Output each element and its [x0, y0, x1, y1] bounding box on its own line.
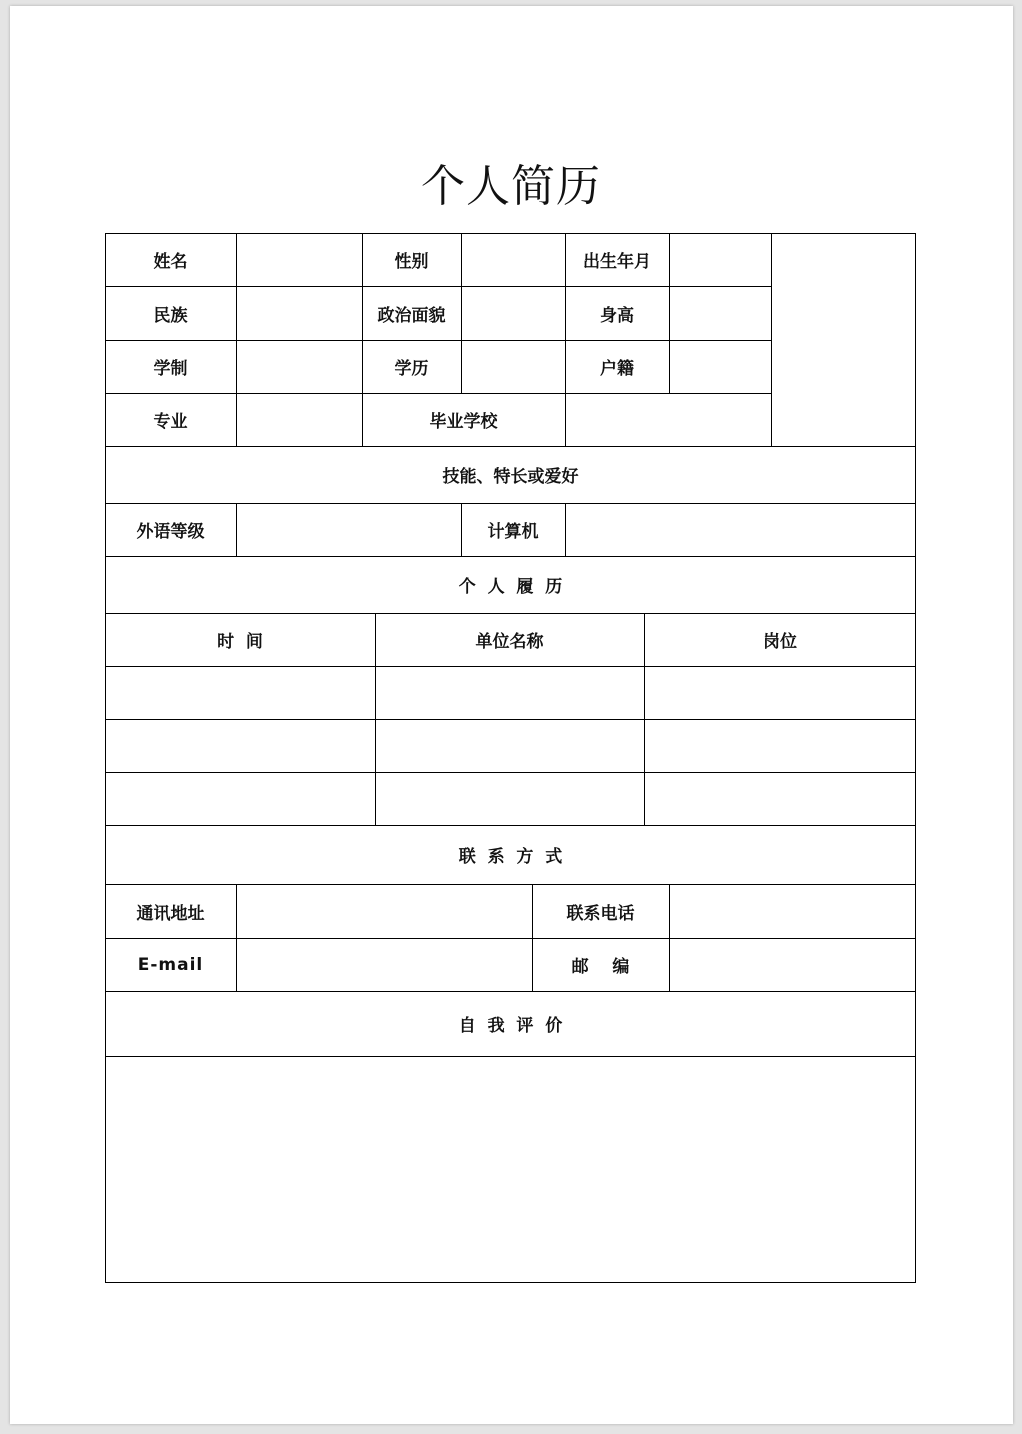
label-language: 外语等级 — [136, 522, 205, 542]
column-company: 单位名称 — [475, 632, 544, 652]
birth-field[interactable] — [670, 234, 770, 286]
skills-heading: 技能、特长或爱好 — [442, 467, 579, 487]
address-field[interactable] — [237, 885, 532, 938]
label-major: 专业 — [153, 412, 188, 432]
experience-cell[interactable] — [645, 720, 914, 772]
experience-cell[interactable] — [106, 773, 374, 825]
label-address: 通讯地址 — [136, 903, 205, 924]
phone-field[interactable] — [670, 885, 914, 938]
contact-heading: 联 系 方 式 — [458, 847, 563, 867]
column-position: 岗位 — [763, 632, 797, 652]
label-hukou: 户籍 — [600, 359, 634, 379]
label-phone: 联系电话 — [566, 903, 635, 924]
experience-cell[interactable] — [645, 667, 914, 719]
major-field[interactable] — [237, 394, 361, 446]
experience-cell[interactable] — [106, 667, 374, 719]
experience-cell[interactable] — [376, 667, 643, 719]
school-field[interactable] — [566, 394, 770, 446]
experience-heading: 个 人 履 历 — [458, 577, 563, 597]
label-education: 学历 — [394, 359, 429, 379]
label-gender: 性别 — [394, 252, 429, 272]
schooling-field[interactable] — [237, 341, 361, 393]
experience-cell[interactable] — [376, 773, 643, 825]
email-field[interactable] — [237, 939, 532, 991]
political-field[interactable] — [462, 287, 564, 340]
computer-field[interactable] — [566, 504, 914, 556]
label-postcode: 邮 编 — [571, 957, 630, 977]
page-title: 个人简历 — [421, 161, 601, 212]
label-computer: 计算机 — [487, 522, 539, 542]
education-field[interactable] — [462, 341, 564, 393]
evaluation-field[interactable] — [106, 1057, 915, 1281]
height-field[interactable] — [670, 287, 770, 340]
photo-box[interactable] — [772, 234, 914, 445]
gender-field[interactable] — [462, 234, 564, 286]
experience-cell[interactable] — [376, 720, 643, 772]
label-email: E-mail — [137, 954, 204, 975]
label-school: 毕业学校 — [429, 412, 498, 432]
experience-cell[interactable] — [645, 773, 914, 825]
column-time: 时 间 — [217, 632, 263, 652]
label-name: 姓名 — [153, 252, 188, 272]
name-field[interactable] — [237, 234, 361, 286]
ethnicity-field[interactable] — [237, 287, 361, 340]
language-field[interactable] — [237, 504, 461, 556]
resume-form — [105, 233, 916, 1283]
evaluation-heading: 自 我 评 价 — [458, 1016, 563, 1036]
postcode-field[interactable] — [670, 939, 914, 991]
label-political: 政治面貌 — [377, 305, 446, 326]
label-height: 身高 — [600, 305, 634, 326]
label-schooling: 学制 — [153, 359, 188, 379]
experience-cell[interactable] — [106, 720, 374, 772]
hukou-field[interactable] — [670, 341, 770, 393]
label-ethnicity: 民族 — [153, 305, 188, 326]
label-birth: 出生年月 — [583, 252, 651, 272]
